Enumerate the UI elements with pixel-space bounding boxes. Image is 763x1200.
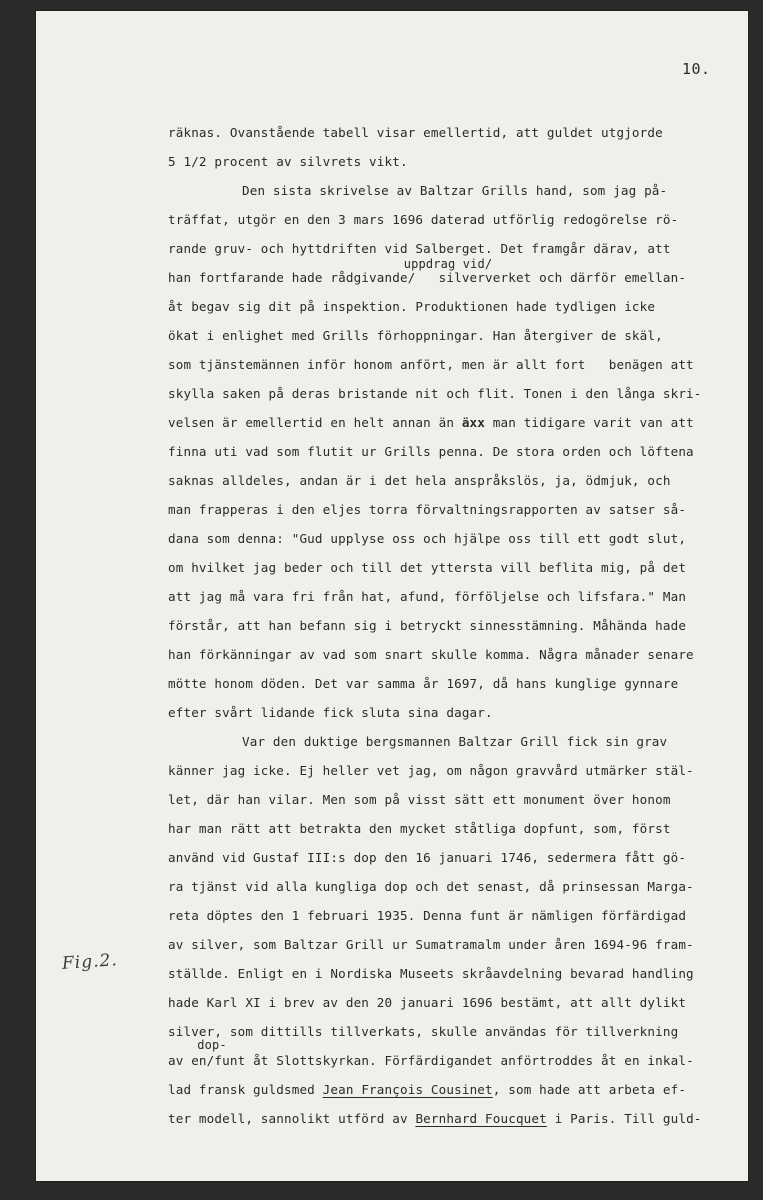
text-line: skylla saken på deras bristande nit och flit. Tonen i den långa skri- — [168, 386, 702, 401]
text-line: ra tjänst vid alla kungliga dop och det senast, då prinsessan Marga- — [168, 879, 694, 894]
text-line: han förkänningar av vad som snart skulle komma. Några månader senare — [168, 647, 694, 662]
text-fragment: man tidigare varit van att — [485, 415, 694, 430]
text-line: använd vid Gustaf III:s dop den 16 januari 1746, sedermera fått gö- — [168, 850, 687, 865]
handwritten-insertion: uppdrag vid/ — [403, 257, 493, 271]
text-line: silver, som dittills tillverkats, skulle användas för tillverkning — [168, 1024, 679, 1039]
text-line-with-insertion — [168, 1038, 728, 1075]
text-line-with-name — [168, 1075, 728, 1104]
handwritten-insertion: dop- — [197, 1038, 227, 1052]
insertion-mark — [403, 257, 687, 292]
underlined-name: Jean François Cousinet — [322, 1082, 493, 1097]
text-line: ökat i enlighet med Grills förhoppningar. Han återgiver de skäl, — [168, 328, 663, 343]
page-number: 10. — [682, 60, 711, 78]
text-line: ställde. Enligt en i Nordiska Museets skråavdelning bevarad handling — [168, 966, 694, 981]
text-line: av silver, som Baltzar Grill ur Sumatramalm under åren 1694-96 fram- — [168, 937, 694, 952]
text-line: saknas alldeles, andan är i det hela anspråkslös, ja, ödmjuk, och — [168, 473, 671, 488]
text-line: 5 1/2 procent av silvrets vikt. — [168, 154, 408, 169]
text-line: har man rätt att betrakta den mycket ståtliga dopfunt, som, först — [168, 821, 671, 836]
text-line: att jag må vara fri från hat, afund, förföljelse och lifsfara." Man — [168, 589, 687, 604]
text-line-with-name — [168, 1104, 728, 1133]
underlined-name: Bernhard Foucquet — [415, 1111, 547, 1126]
text-line: reta döptes den 1 februari 1935. Denna funt är nämligen förfärdigad — [168, 908, 687, 923]
text-line: finna uti vad som flutit ur Grills penna. De stora orden och löftena — [168, 444, 694, 459]
text-line: hade Karl XI i brev av den 20 januari 1696 bestämt, att allt dylikt — [168, 995, 687, 1010]
text-line: som tjänstemännen inför honom anfört, men är allt fort benägen att — [168, 357, 694, 372]
text-fragment: velsen är emellertid en helt annan än — [168, 415, 462, 430]
text-fragment: lad fransk guldsmed — [168, 1082, 323, 1097]
text-line: om hvilket jag beder och till det yttersta vill beflita mig, på det — [168, 560, 687, 575]
text-fragment: i Paris. Till guld- — [546, 1111, 702, 1126]
text-line: Var den duktige bergsmannen Baltzar Grill fick sin grav — [242, 734, 668, 749]
text-line: dana som denna: "Gud upplyse oss och hjälpe oss till ett godt slut, — [168, 531, 687, 546]
insertion-mark — [191, 1038, 227, 1075]
text-line: let, där han vilar. Men som på visst sätt ett monument över honom — [168, 792, 671, 807]
text-line: räknas. Ovanstående tabell visar emellertid, att guldet utgjorde — [168, 125, 663, 140]
text-line: rande gruv- och hyttdriften vid Salberget. Det framgår därav, att — [168, 241, 671, 256]
text-line-with-correction — [168, 408, 728, 437]
text-fragment: funt åt Slottskyrkan. Förfärdigandet anförtroddes åt en inkal- — [214, 1053, 694, 1068]
text-fragment: han fortfarande hade rådgivande — [168, 270, 408, 285]
text-fragment: , som hade att arbeta ef- — [492, 1082, 687, 1097]
text-line: efter svårt lidande fick sluta sina dagar. — [168, 705, 493, 720]
margin-note-handwritten: Fig.2. — [61, 950, 119, 974]
struck-out-text: äxx — [461, 415, 486, 430]
typed-text-body — [168, 118, 728, 1133]
text-line: åt begav sig dit på inspektion. Produktionen hade tydligen icke — [168, 299, 656, 314]
text-fragment: en/ — [191, 1053, 215, 1068]
text-fragment: ter modell, sannolikt utförd av — [168, 1111, 416, 1126]
text-line: känner jag icke. Ej heller vet jag, om någon gravvård utmärker stäl- — [168, 763, 694, 778]
text-line: Den sista skrivelse av Baltzar Grills hand, som jag på- — [242, 183, 668, 198]
text-line: förstår, att han befann sig i betryckt sinnesstämning. Måhända hade — [168, 618, 687, 633]
text-line: träffat, utgör en den 3 mars 1696 daterad utförlig redogörelse rö- — [168, 212, 679, 227]
text-fragment: / silververket och därför emellan- — [407, 270, 687, 285]
text-line-with-insertion — [168, 257, 728, 292]
text-line: man frapperas i den eljes torra förvaltningsrapporten av satser så- — [168, 502, 687, 517]
text-line: mötte honom döden. Det var samma år 1697, då hans kunglige gynnare — [168, 676, 679, 691]
text-fragment: av — [168, 1053, 192, 1068]
